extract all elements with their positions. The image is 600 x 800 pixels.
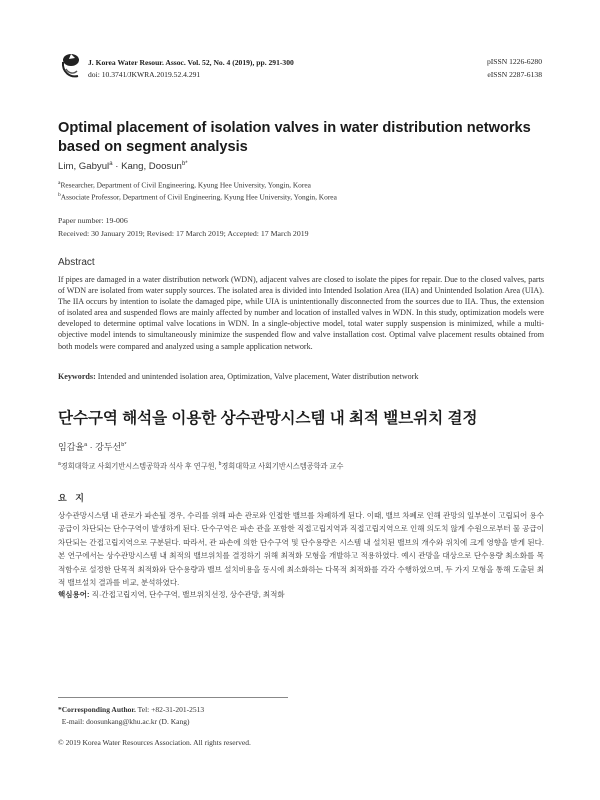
korean-summary-heading: 요 지 — [58, 493, 87, 503]
author-2-sup: b — [181, 161, 186, 167]
pissn: pISSN 1226-6280 — [486, 57, 542, 66]
doi: doi: 10.3741/JKWRA.2019.52.4.291 — [88, 70, 201, 79]
korean-summary-text: 상수관망시스템 내 관로가 파손될 경우, 수리를 위해 파손 관로와 인접한 밸브를 차폐하게 된다. 이때, 밸브 차폐로 인해 관망의 일부분이 고립되어 용수공급이 차단되는 단수구역이 발생하게 된다. 단수구역은 파손 관을 포함한 직접고립지역과 직접고립지역으로 인해 의도치 않게 수원으로부터 물 공급이 차단되는 간접고립지역으로 구분된다. 따라서, 관 파손에 의한 단수구역 및 단수용량은 시스템 내 설치된 밸브의 개수와 위치에 크게 영향을 받게 된다. 본 연구에서는 상수관망시스템 내 최적의 밸브위치를 결정하기 위해 최적화 모형을 개발하고 적용하였다. 예시 관망을 대상으로 단수용량 최소화를 목적함수로 설정한 단목적 최적화와 단수용량과 밸브 설치비용을 동시에 최소화하는 다목적 최적화를 각각 수행하였으며, 두 가지 모형을 통해 도출된 최적 밸브설치 결과를 비교, 분석하였다. — [58, 511, 544, 588]
author-1: Lim, Gabyul — [58, 161, 110, 173]
keywords-list: Intended and unintended isolation area, Optimization, Valve placement, Water distribution network — [95, 372, 419, 381]
paper-title: Optimal placement of isolation valves in water distribution networks based on segment analysis — [58, 120, 531, 155]
author-list — [58, 161, 188, 172]
paper-number: Paper number: 19-006 — [58, 216, 128, 225]
korean-title: 단수구역 해석을 이용한 상수관망시스템 내 최적 밸브위치 결정 — [58, 410, 478, 427]
korean-keywords-list: 직·간접고립지역, 단수구역, 밸브위치선정, 상수관망, 최적화 — [89, 590, 285, 599]
keywords — [58, 372, 544, 381]
author-2: Kang, Doosun — [121, 161, 182, 173]
author-separator: · — [112, 161, 122, 173]
korean-keywords-label: 핵심용어: — [58, 590, 90, 599]
affiliation-b: $^b$Associate Professor, Department of Civil Engineering, Kyung Hee University, Yongin, Korea — [58, 192, 337, 202]
affiliation-a: $^a$Researcher, Department of Civil Engineering, Kyung Hee University, Yongin, Korea — [58, 180, 311, 190]
journal-logo — [60, 52, 82, 82]
footnote-divider — [58, 697, 288, 698]
corresponding-tel: Tel: +82-31-201-2513 — [135, 705, 205, 714]
corresponding-mark: * — [185, 161, 188, 167]
korean-author-list: 임갑율$^a$ · 강두선$^{b*}$ — [58, 442, 127, 452]
keywords-label: Keywords: — [58, 372, 96, 381]
korean-keywords — [58, 589, 544, 600]
paper-dates: Received: 30 January 2019; Revised: 17 March 2019; Accepted: 17 March 2019 — [58, 229, 309, 238]
corresponding-author-note — [58, 704, 204, 727]
korean-affiliations: $^a$경희대학교 사회기반시스템공학과 석사 후 연구원, $^b$경희대학교 사회기반시스템공학과 교수 — [58, 461, 344, 471]
corresponding-label: *Corresponding Author. — [58, 705, 136, 714]
eissn: eISSN 2287-6138 — [487, 70, 542, 79]
journal-citation: J. Korea Water Resour. Assoc. Vol. 52, No. 4 (2019), pp. 291-300 — [88, 58, 294, 67]
corresponding-email: E-mail: doosunkang@khu.ac.kr (D. Kang) — [61, 716, 190, 726]
abstract-heading: Abstract — [58, 257, 95, 268]
abstract-text: If pipes are damaged in a water distribution network (WDN), adjacent valves are closed to isolate the pipes for repair. Due to the closed valves, parts of WDN are isolated from water supply sources. The isolated area is divided into Intended Isolation Area (IIA) and Unintended Isolation Area (UIA). The IIA occurs by intention to isolate the damaged pipe, while UIA is unintentionally disconnected from the sources due to IIA. Thus, the extension of isolated area and suspended flows are mainly affected by number and location of installed valves in WDN. In this study, optimization models were developed to determine optimal valve locations in WDN. In a single-objective model, total water supply suspension is minimized, while a multi-objective model intends to simultaneously minimize the suspended flow and valve installation cost. Optimal valve placement results obtained from both models were compared and analyzed using a sample application network. — [58, 275, 544, 351]
copyright: © 2019 Korea Water Resources Association. All rights reserved. — [58, 738, 251, 747]
author-1-sup: a — [109, 161, 113, 167]
